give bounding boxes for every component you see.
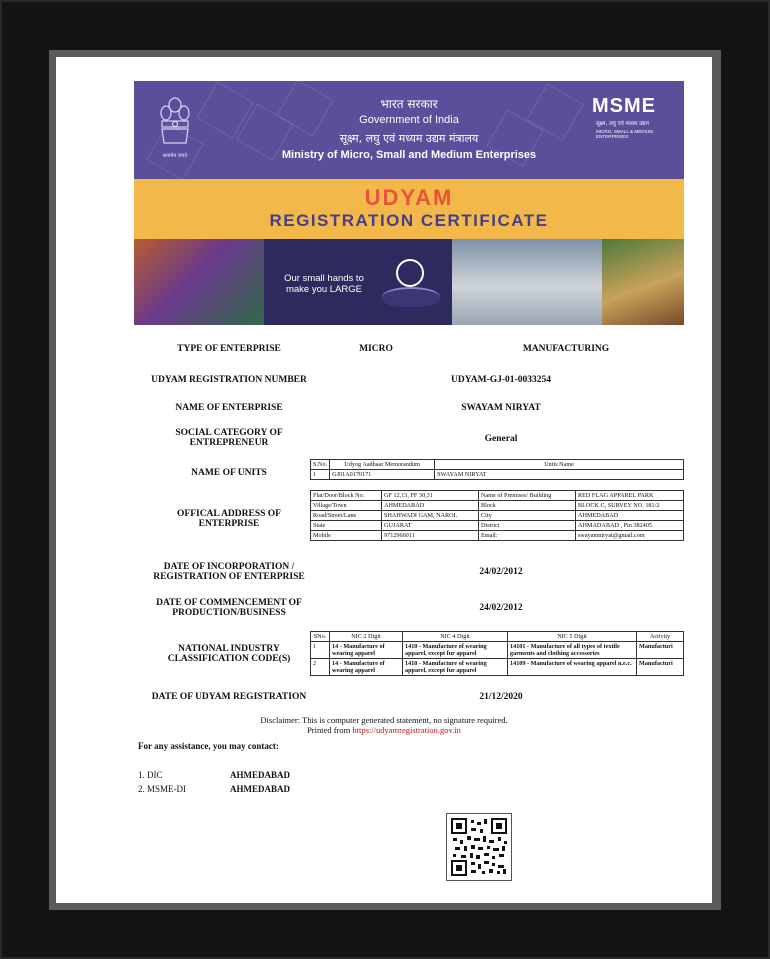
qr-code-graphic: [447, 814, 511, 880]
address-cell: Email:: [479, 531, 576, 541]
printed-from: [56, 725, 712, 735]
contact-msme-di: [138, 784, 290, 794]
disclaimer: [56, 715, 712, 735]
units-cell: GJ01A0170171: [330, 470, 435, 480]
nic-header: NIC 4 Digit: [403, 632, 508, 642]
table-row: [311, 470, 684, 480]
udyam-date-label: DATE OF UDYAM REGISTRATION: [151, 692, 307, 702]
table-row: [311, 521, 684, 531]
gov-hindi: भारत सरकार: [380, 97, 438, 111]
msme-hindi: सूक्ष्म, लघु एवं मध्यम उद्यम: [596, 121, 649, 127]
table-row: [311, 642, 684, 659]
nic-cell: 14 - Manufacture of wearing apparel: [330, 642, 403, 659]
address-cell: SHAHWADI GAM, NAROL: [382, 511, 479, 521]
units-cell: SWAYAM NIRYAT: [435, 470, 684, 480]
nic-cell: 1410 - Manufacture of wearing apparel, except fur apparel: [403, 642, 508, 659]
nic-cell: 1: [311, 642, 330, 659]
units-cell: 1: [311, 470, 330, 480]
udyam-portal-link[interactable]: https://udyamregistration.gov.in: [352, 725, 461, 735]
nic-cell: 1410 - Manufacture of wearing apparel, except fur apparel: [403, 659, 508, 676]
qr-code-icon[interactable]: [446, 813, 512, 881]
address-cell: GF 12,13, FF 30,31: [382, 491, 479, 501]
contact-value: AHMEDABAD: [230, 784, 290, 794]
type-activity: MANUFACTURING: [522, 344, 610, 354]
nic-header: NIC 5 Digit: [508, 632, 637, 642]
nic-header: NIC 2 Digit: [330, 632, 403, 642]
table-row: [311, 511, 684, 521]
address-cell: 9712966011: [382, 531, 479, 541]
incorporation-value: 24/02/2012: [479, 567, 523, 577]
name-value: SWAYAM NIRYAT: [461, 403, 541, 413]
contact-label: 1. DIC: [138, 770, 163, 780]
certificate-paper: [56, 57, 712, 903]
nic-header: Activity: [637, 632, 684, 642]
address-cell: District: [479, 521, 576, 531]
msme-logo: MSME: [592, 95, 656, 117]
address-cell: City: [479, 511, 576, 521]
commencement-value: 24/02/2012: [479, 603, 523, 613]
table-row: [311, 491, 684, 501]
email-link[interactable]: swayamniryat@gmail.com: [576, 531, 684, 541]
certificate-title: UDYAM: [364, 185, 454, 210]
table-row: [311, 659, 684, 676]
emblem-caption: सत्यमेव जयते: [162, 153, 188, 159]
type-label: TYPE OF ENTERPRISE: [177, 344, 281, 354]
units-header-name: Units Name: [435, 460, 684, 470]
commencement-label: DATE OF COMMENCEMENT OF PRODUCTION/BUSINESS: [156, 598, 302, 618]
gov-english: Government of India: [359, 114, 459, 126]
contact-label: 2. MSME-DI: [138, 784, 187, 794]
nic-cell: 2: [311, 659, 330, 676]
address-cell: Road/Street/Lane: [311, 511, 382, 521]
regno-label: UDYAM REGISTRATION NUMBER: [151, 375, 307, 385]
address-cell: AHMEDABAD: [576, 511, 684, 521]
address-cell: AHMEDABAD: [382, 501, 479, 511]
certificate-subtitle: REGISTRATION CERTIFICATE: [269, 211, 549, 230]
address-cell: Block: [479, 501, 576, 511]
units-header-uam: Udyog Aadhaar Memorandum: [330, 460, 435, 470]
address-cell: AHMADABAD , Pin 382405: [576, 521, 684, 531]
nic-header: SNo.: [311, 632, 330, 642]
social-label: SOCIAL CATEGORY OF ENTREPRENEUR: [175, 428, 283, 448]
units-header-sno: S.No.: [311, 460, 330, 470]
address-cell: State: [311, 521, 382, 531]
address-cell: Mobile: [311, 531, 382, 541]
certificate-content: [56, 57, 712, 903]
table-row: [311, 501, 684, 511]
address-label: OFFICAL ADDRESS OF ENTERPRISE: [177, 509, 281, 529]
regno-value: UDYAM-GJ-01-0033254: [451, 375, 551, 385]
address-cell: Flat/Door/Block No.: [311, 491, 382, 501]
ministry-english: Ministry of Micro, Small and Medium Enterprises: [281, 149, 537, 161]
social-value: General: [484, 434, 518, 444]
ministry-hindi: सूक्ष्म, लघु एवं मध्यम उद्यम मंत्रालय: [339, 132, 479, 145]
msme-english: MICRO, SMALL & MEDIUM ENTERPRISES: [596, 129, 654, 139]
name-label: NAME OF ENTERPRISE: [175, 403, 283, 413]
address-cell: RED FLAG APPAREL PARK: [576, 491, 684, 501]
disclaimer-text: Disclaimer: This is computer generated statement, no signature required.: [260, 715, 508, 725]
type-value: MICRO: [359, 344, 393, 354]
address-cell: GUJARAT: [382, 521, 479, 531]
assistance-heading: For any assistance, you may contact:: [138, 741, 279, 751]
table-row: [311, 531, 684, 541]
contact-dic: [138, 770, 290, 780]
incorporation-label: DATE OF INCORPORATION / REGISTRATION OF ENTERPRISE: [153, 562, 305, 582]
units-table: [310, 459, 684, 480]
nic-cell: 14 - Manufacture of wearing apparel: [330, 659, 403, 676]
units-label: NAME OF UNITS: [191, 468, 267, 478]
nic-cell: 14109 - Manufacture of wearing apparel n.e.c.: [508, 659, 637, 676]
printed-prefix: Printed from: [307, 725, 351, 735]
nic-cell: 14101 - Manufacture of all types of textile garments and clothing accessories: [508, 642, 637, 659]
contact-value: AHMEDABAD: [230, 770, 290, 780]
nic-label: NATIONAL INDUSTRY CLASSIFICATION CODE(S): [167, 644, 291, 664]
address-cell: BLOCK C, SURVEY NO. 181/2: [576, 501, 684, 511]
nic-cell: Manufacturi: [637, 642, 684, 659]
address-table: [310, 490, 684, 541]
nic-cell: Manufacturi: [637, 659, 684, 676]
udyam-date-value: 21/12/2020: [479, 692, 523, 702]
slogan: Our small hands to make you LARGE: [284, 273, 364, 295]
nic-table: [310, 631, 684, 676]
address-cell: Name of Premises/ Building: [479, 491, 576, 501]
address-cell: Village/Town: [311, 501, 382, 511]
